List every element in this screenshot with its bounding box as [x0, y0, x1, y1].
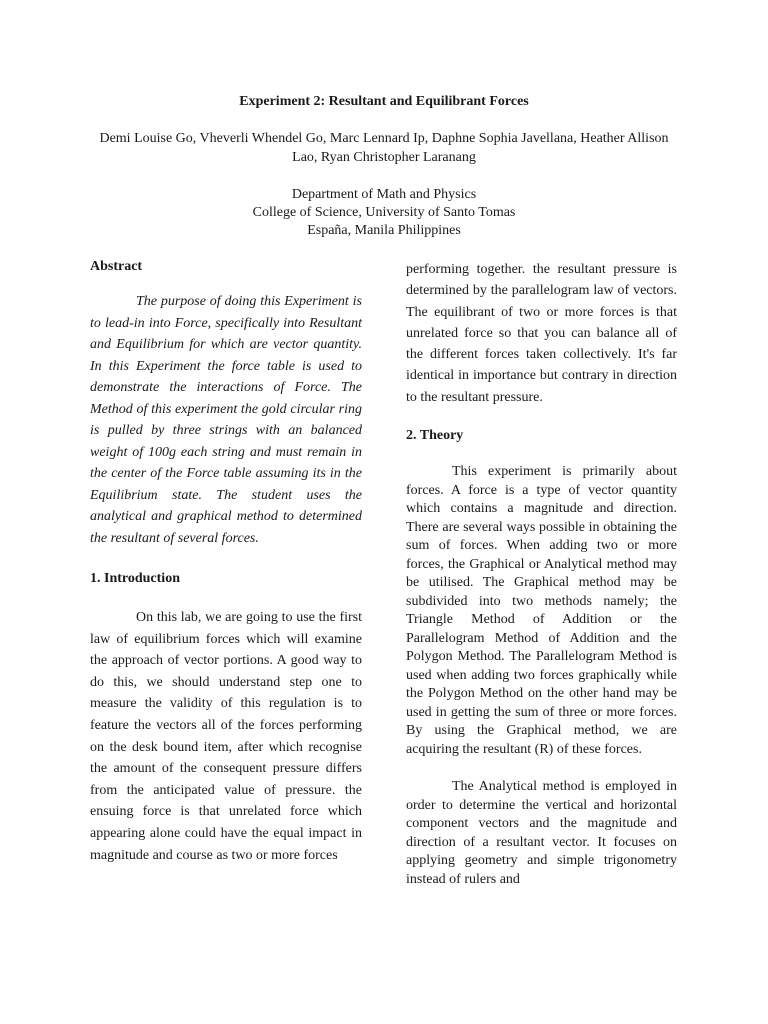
affiliation-block	[0, 186, 768, 240]
introduction-text: On this lab, we are going to use the first law of equilibrium forces which will examine the approach of vector portions. A good way to do this, we should understand step one to measure the validity of this regulation is to feature the vectors all of the forces performing on the desk bound item, after which recognise the amount of the consequent pressure differs from the anticipated value of pressure. the ensuing force is that unrelated force which appearing alone could have the equal impact in magnitude and course as two or more forces	[90, 610, 362, 863]
theory-heading: 2. Theory	[406, 428, 464, 444]
affiliation-department: Department of Math and Physics	[291, 187, 477, 202]
theory-paragraph-1: This experiment is primarily about forces. A force is a type of vector quantity which contains a magnitude and direction. There are several ways possible in obtaining the sum of forces. When adding two or more forces, the Graphical or Analytical method may be utilised. The Graphical method may be subdivided into two methods namely; the Triangle Method of Addition or the Parallelogram Method of Addition and the Polygon Method. The Parallelogram Method is used when adding two forces graphically while the Polygon Method on the other hand may be used in getting the sum of three or more forces. By using the Graphical method, we are acquiring the resultant (R) of these forces.	[406, 464, 677, 757]
introduction-heading: 1. Introduction	[90, 571, 180, 586]
paper-title: Experiment 2: Resultant and Equilibrant Forces	[239, 94, 529, 109]
introduction-continuation: performing together. the resultant pressure is determined by the parallelogram law of vectors. The equilibrant of two or more forces is that unrelated force so that you can balance all of the different forces taken collectively. It's far identical in importance but contrary in direction to the resultant pressure.	[406, 262, 677, 405]
right-column	[406, 259, 677, 889]
author-list: Demi Louise Go, Vheverli Whendel Go, Marc Lennard Ip, Daphne Sophia Javellana, Heather Allison Lao, Ryan Christopher Laranang	[99, 131, 669, 165]
affiliation-location: España, Manila Philippines	[307, 223, 461, 238]
abstract-text: The purpose of doing this Experiment is to lead-in into Force, specifically into Resultant and Equilibrium for which are vector quantity. In this Experiment the force table is used to demonstrate the interactions of Force. The Method of this experiment the gold circular ring is pulled by three strings with an balanced weight of 100g each string and must remain in the center of the Force table assuming its in the Equilibrium state. The student uses the analytical and graphical method to determined the resultant of several forces.	[90, 294, 362, 546]
theory-paragraph-2: The Analytical method is employed in order to determine the vertical and horizontal component vectors and the magnitude and direction of a resultant vector. It focuses on applying geometry and simple trigonometry instead of rulers and	[406, 779, 677, 887]
abstract-heading: Abstract	[90, 259, 143, 274]
affiliation-college: College of Science, University of Santo Tomas	[252, 205, 516, 220]
left-column	[90, 259, 362, 866]
